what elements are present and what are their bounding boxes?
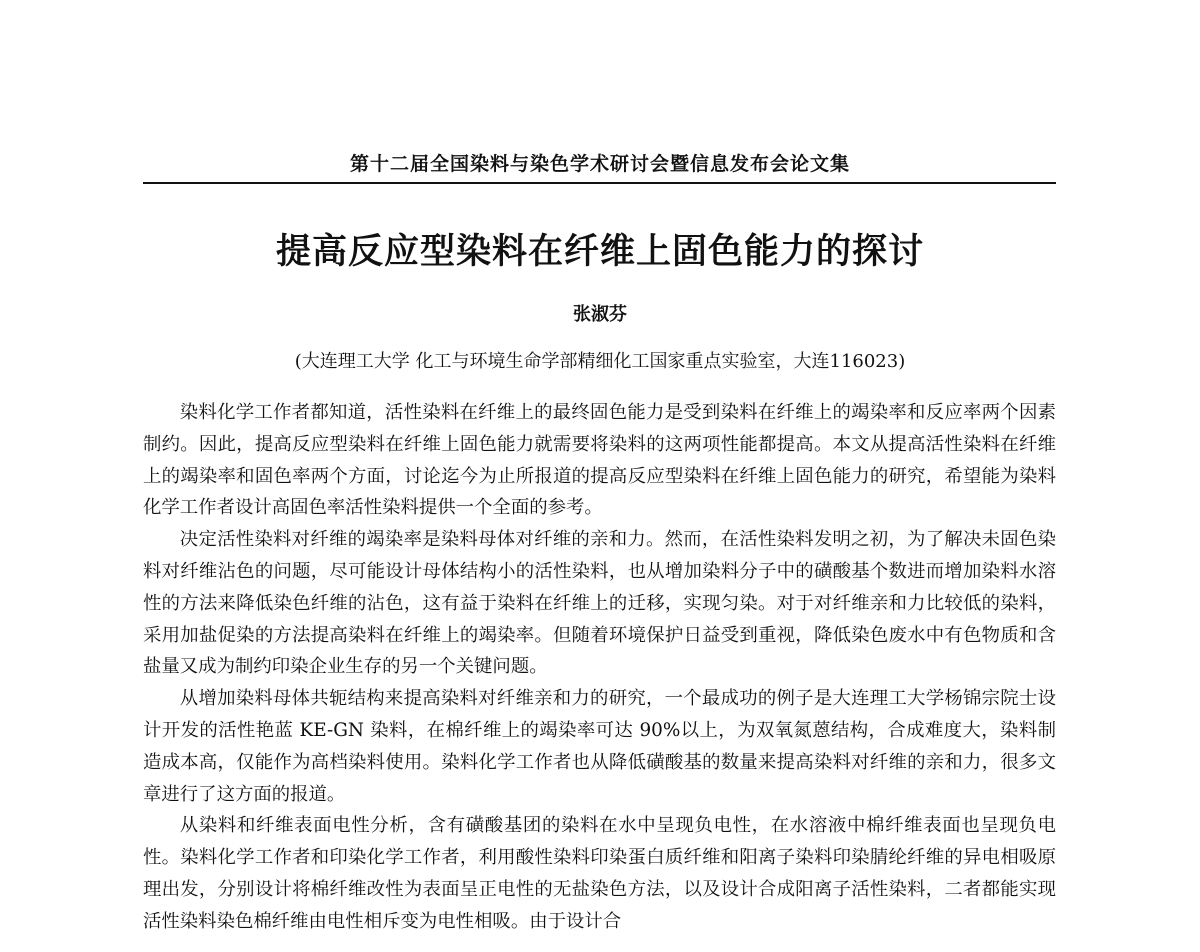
author-affiliation: (大连理工大学 化工与环境生命学部精细化工国家重点实验室，大连116023) bbox=[294, 351, 906, 372]
paragraph-1: 染料化学工作者都知道，活性染料在纤维上的最终固色能力是受到染料在纤维上的竭染率和反应率两个因素制约。因此，提高反应型染料在纤维上固色能力就需要将染料的这两项性能都提高。本文从提高活性染料在纤维上的竭染率和固色率两个方面，讨论迄今为止所报道的提高反应型染料在纤维上固色能力的研究，希望能为染料化学工作者设计高固色率活性染料提供一个全面的参考。 bbox=[143, 402, 1056, 519]
body-text bbox=[143, 397, 1056, 938]
paragraph-2: 决定活性染料对纤维的竭染率是染料母体对纤维的亲和力。然而，在活性染料发明之初，为了解决未固色染料对纤维沾色的问题，尽可能设计母体结构小的活性染料，也从增加染料分子中的磺酸基个数进而增加染料水溶性的方法来降低染色纤维的沾色，这有益于染料在纤维上的迁移，实现匀染。对于对纤维亲和力比较低的染料，采用加盐促染的方法提高染料在纤维上的竭染率。但随着环境保护日益受到重视，降低染色废水中有色物质和含盐量又成为制约印染企业生存的另一个关键问题。 bbox=[143, 529, 1056, 678]
paper-title: 提高反应型染料在纤维上固色能力的探讨 bbox=[275, 231, 924, 272]
running-header: 第十二届全国染料与染色学术研讨会暨信息发布会论文集 bbox=[349, 153, 850, 175]
author-name: 张淑芬 bbox=[573, 304, 627, 325]
header-rule bbox=[143, 182, 1056, 184]
paragraph-3: 从增加染料母体共轭结构来提高染料对纤维亲和力的研究，一个最成功的例子是大连理工大学杨锦宗院士设计开发的活性艳蓝 KE-GN 染料，在棉纤维上的竭染率可达 90%以上，为双氧氮蒽结构，合成难度大，染料制造成本高，仅能作为高档染料使用。染料化学工作者也从降低磺酸基的数量来提高染料对纤维的亲和力，很多文章进行了这方面的报道。 bbox=[143, 688, 1056, 805]
paragraph-4: 从染料和纤维表面电性分析，含有磺酸基团的染料在水中呈现负电性，在水溶液中棉纤维表面也呈现负电性。染料化学工作者和印染化学工作者，利用酸性染料印染蛋白质纤维和阳离子染料印染腈纶纤维的异电相吸原理出发，分别设计将棉纤维改性为表面呈正电性的无盐染色方法，以及设计合成阳离子活性染料，二者都能实现活性染料染色棉纤维由电性相斥变为电性相吸。由于设计合 bbox=[143, 815, 1056, 932]
